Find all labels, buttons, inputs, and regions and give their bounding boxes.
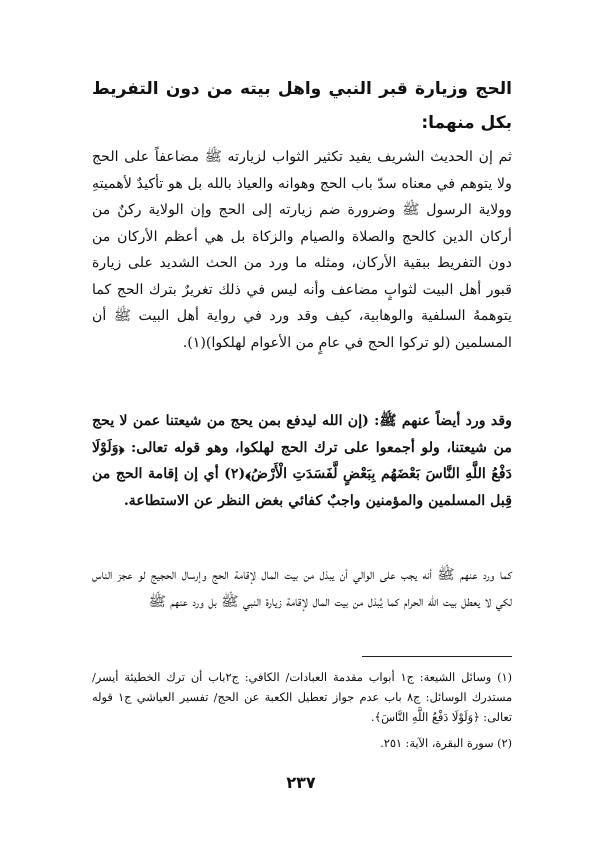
footnote-2: (٢) سورة البقرة، الآية: ٢٥١. — [380, 737, 512, 750]
footnote-1: (١) وسائل الشيعة: ج١ أبواب مقدمة العبادات/ الكافي: ج٢باب أن ترك الخطيئة أيسر/ مستدرك الوسائل: ج٨ باب عدم جواز تعطيل الكعبة عن الحج/ تفسير العياشي ج١ قوله تعالى: ﴿وَلَوْلَا دَفْعُ اللَّهِ النَّاسَ﴾. — [92, 671, 513, 724]
body-paragraph-3: كما ورد عنهم ﷺ أنه يجب على الوالي أن يبذل من بيت المال لإقامة الحج وإرسال الحجيج لو عجز الناس لكي لا يعطل بيت الله الحرام كما يُبذل من بيت المال لإقامة زيارة النبي ﷺ بل ورد عنهم ﷺ — [92, 567, 512, 610]
body-paragraph-2: وقد ورد أيضاً عنهم ﷺ: (إن الله ليدفع بمن يحج من شيعتنا عمن لا يحج من شيعتنا، ولو أجمعوا على ترك الحج لهلكوا، وهو قوله تعالى: ﴿وَلَوْلَا دَفْعُ اللَّهِ النَّاسَ بَعْضَهُم بِبَعْضٍ لَّفَسَدَتِ الْأَرْضُ﴾(٢) أي إن إقامة الحج من قِبل المسلمين والمؤمنين واجبٌ كفائي بغض النظر عن الاستطاعة. — [92, 413, 512, 509]
footnote-separator — [362, 656, 512, 657]
section-heading: الحج وزيارة قبر النبي واهل بيته من دون التفريط بكل منهما: — [92, 79, 512, 133]
body-paragraph-1: ثم إن الحديث الشريف يفيد تكثير الثواب لزيارته ﷺ مضاعفاً على الحج ولا يتوهم في معناه سدّ باب الحج وهوانه والعياذ بالله بل هو تأكيدٌ لأهميتهِ وولاية الرسول ﷺ وضرورة ضم زيارته إلى الحج وإن الولاية ركنٌ من أركان الدين كالحج والصلاة والصيام والزكاة بل هي أعظم الأركان من دون التفريط ببقية الأركان، ومثله ما ورد من الحث الشديد على زيارة قبور أهل البيت لثوابٍ مضاعف وأنه ليس في ذلك تغريرٌ بترك الحج كما يتوهمهُ السلفية والوهابية، كيف وقد ورد في رواية أهل البيت ﷺ أن المسلمين (لو تركوا الحج في عامٍ من الأعوام لهلكوا)(١). — [92, 149, 512, 351]
page-number: ٢٣٧ — [286, 773, 316, 792]
